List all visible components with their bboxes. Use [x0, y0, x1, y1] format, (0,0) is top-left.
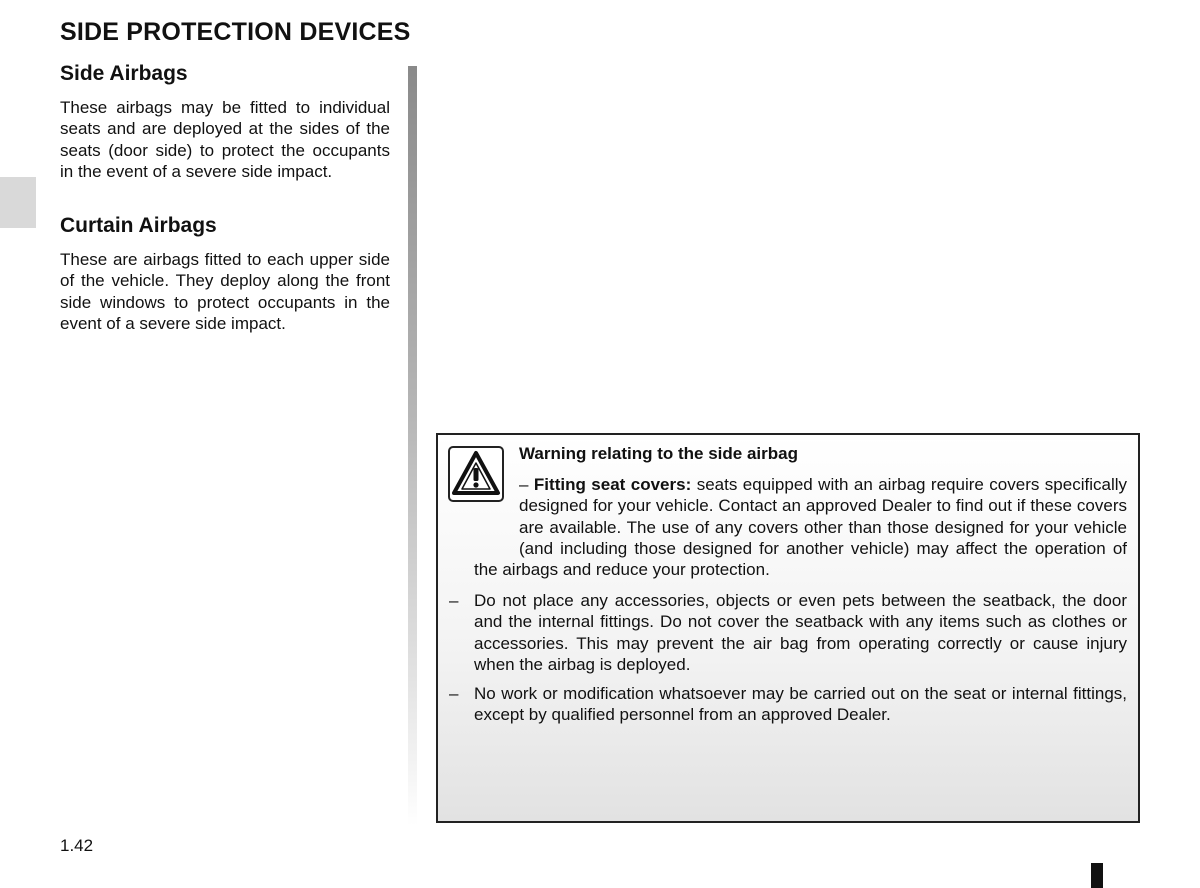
- left-column: [60, 60, 390, 334]
- warning-item-dash: –: [449, 684, 459, 703]
- chapter-tab: [0, 177, 36, 228]
- column-divider: [408, 66, 417, 826]
- section-text-curtain-airbags: These are airbags fitted to each upper side of the vehicle. They deploy along the front side windows to protect occupants in the event of a severe side impact.: [60, 250, 390, 334]
- warning-title: Warning relating to the side airbag: [519, 444, 798, 463]
- warning-item-text: No work or modification whatsoever may be carried out on the seat or internal fittings, except by qualified personnel from an approved Dealer.: [474, 684, 1127, 725]
- section-heading-curtain-airbags: Curtain Airbags: [60, 214, 217, 238]
- warning-item-accessories: [449, 590, 1127, 675]
- warning-item-seat-covers: [474, 474, 1127, 580]
- warning-item-dash: –: [519, 475, 529, 494]
- warning-item-dash: –: [449, 591, 459, 610]
- warning-item-modification: [449, 683, 1127, 726]
- warning-item-text: seats equipped with an airbag require covers specifically designed for your vehicle. Contact an approved Dealer to find out if these covers are available. The use of any covers other than those designed for your vehicle (and including those designed for another vehicle) may affect the operation of the airbags and reduce your protection.: [474, 475, 1127, 580]
- warning-box: [436, 433, 1140, 823]
- page-title: SIDE PROTECTION DEVICES: [60, 18, 411, 46]
- page-number: 1.42: [60, 836, 94, 855]
- section-text-side-airbags: These airbags may be fitted to individual seats and are deployed at the sides of the seats (door side) to protect the occupants in the event of a severe side impact.: [60, 98, 390, 181]
- section-heading-side-airbags: Side Airbags: [60, 62, 188, 85]
- warning-item-text: Do not place any accessories, objects or even pets between the seatback, the door and the internal fittings. Do not cover the seatback with any items such as clothes or accessories. This may prevent the air bag from operating correctly or cause injury when the airbag is deployed.: [474, 591, 1127, 674]
- page-corner-mark: [1091, 863, 1103, 888]
- warning-item-bold-label: Fitting seat covers:: [533, 475, 692, 494]
